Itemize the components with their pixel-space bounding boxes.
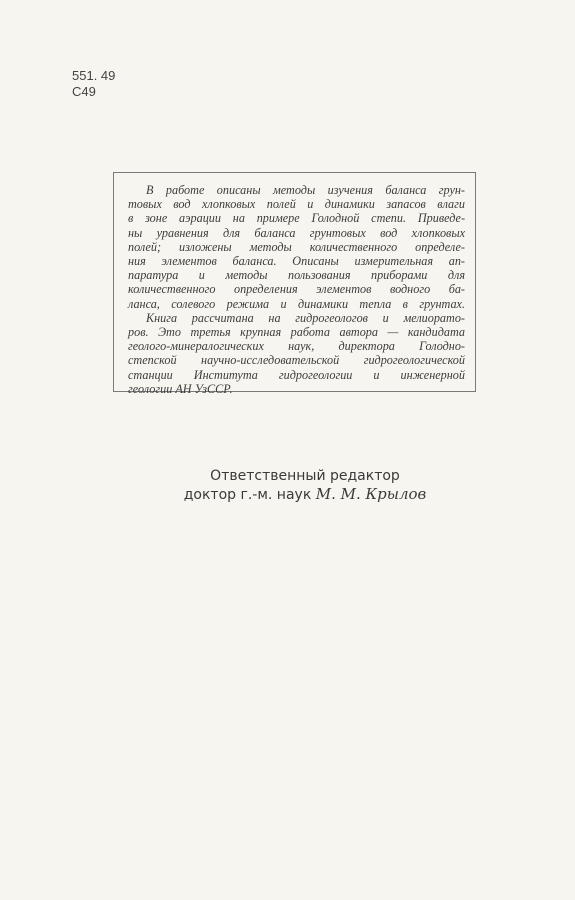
abstract-text [128,183,465,396]
abstract-line: ния элементов баланса. Описаны измерительная ап- [128,254,465,269]
editor-credentials [160,485,450,504]
author-mark: С49 [72,84,96,99]
abstract-line: товых вод хлопковых полей и динамики запасов влаги [128,197,465,212]
udc-classification [72,68,115,100]
responsible-editor [160,467,450,504]
abstract-line: в зоне аэрации на примере Голодной степи. Приведе- [128,211,465,226]
editor-role: Ответственный редактор [210,468,400,484]
editor-name: М. М. Крылов [315,485,427,503]
abstract-line: В работе описаны методы изучения баланса грун- [146,183,465,197]
abstract-line: ланса, солевого режима и динамики тепла в грунтах. [128,296,465,311]
abstract-line: ров. Это третья крупная работа автора — кандидата [128,325,465,340]
abstract-line: геолого-минералогических наук, директора Голодно- [128,339,465,354]
abstract-line: количественного определения элементов водного ба- [128,282,465,297]
udc-code: 551. 49 [72,68,116,83]
abstract-line: ны уравнения для баланса грунтовых вод хлопковых [128,225,465,240]
abstract-line: Книга рассчитана на гидрогеологов и мелиорато- [146,310,465,325]
editor-degree: доктор г.-м. наук [183,487,316,503]
abstract-line: геологии АН УзССР. [128,381,233,396]
abstract-line: полей; изложены методы количественного определе- [128,239,465,254]
abstract-line: станции Института гидрогеологии и инженерной [128,367,465,382]
abstract-line: степской научно-исследовательской гидрогеологической [128,353,465,368]
abstract-line: паратура и методы пользования приборами для [128,268,465,283]
abstract-box [113,172,476,396]
